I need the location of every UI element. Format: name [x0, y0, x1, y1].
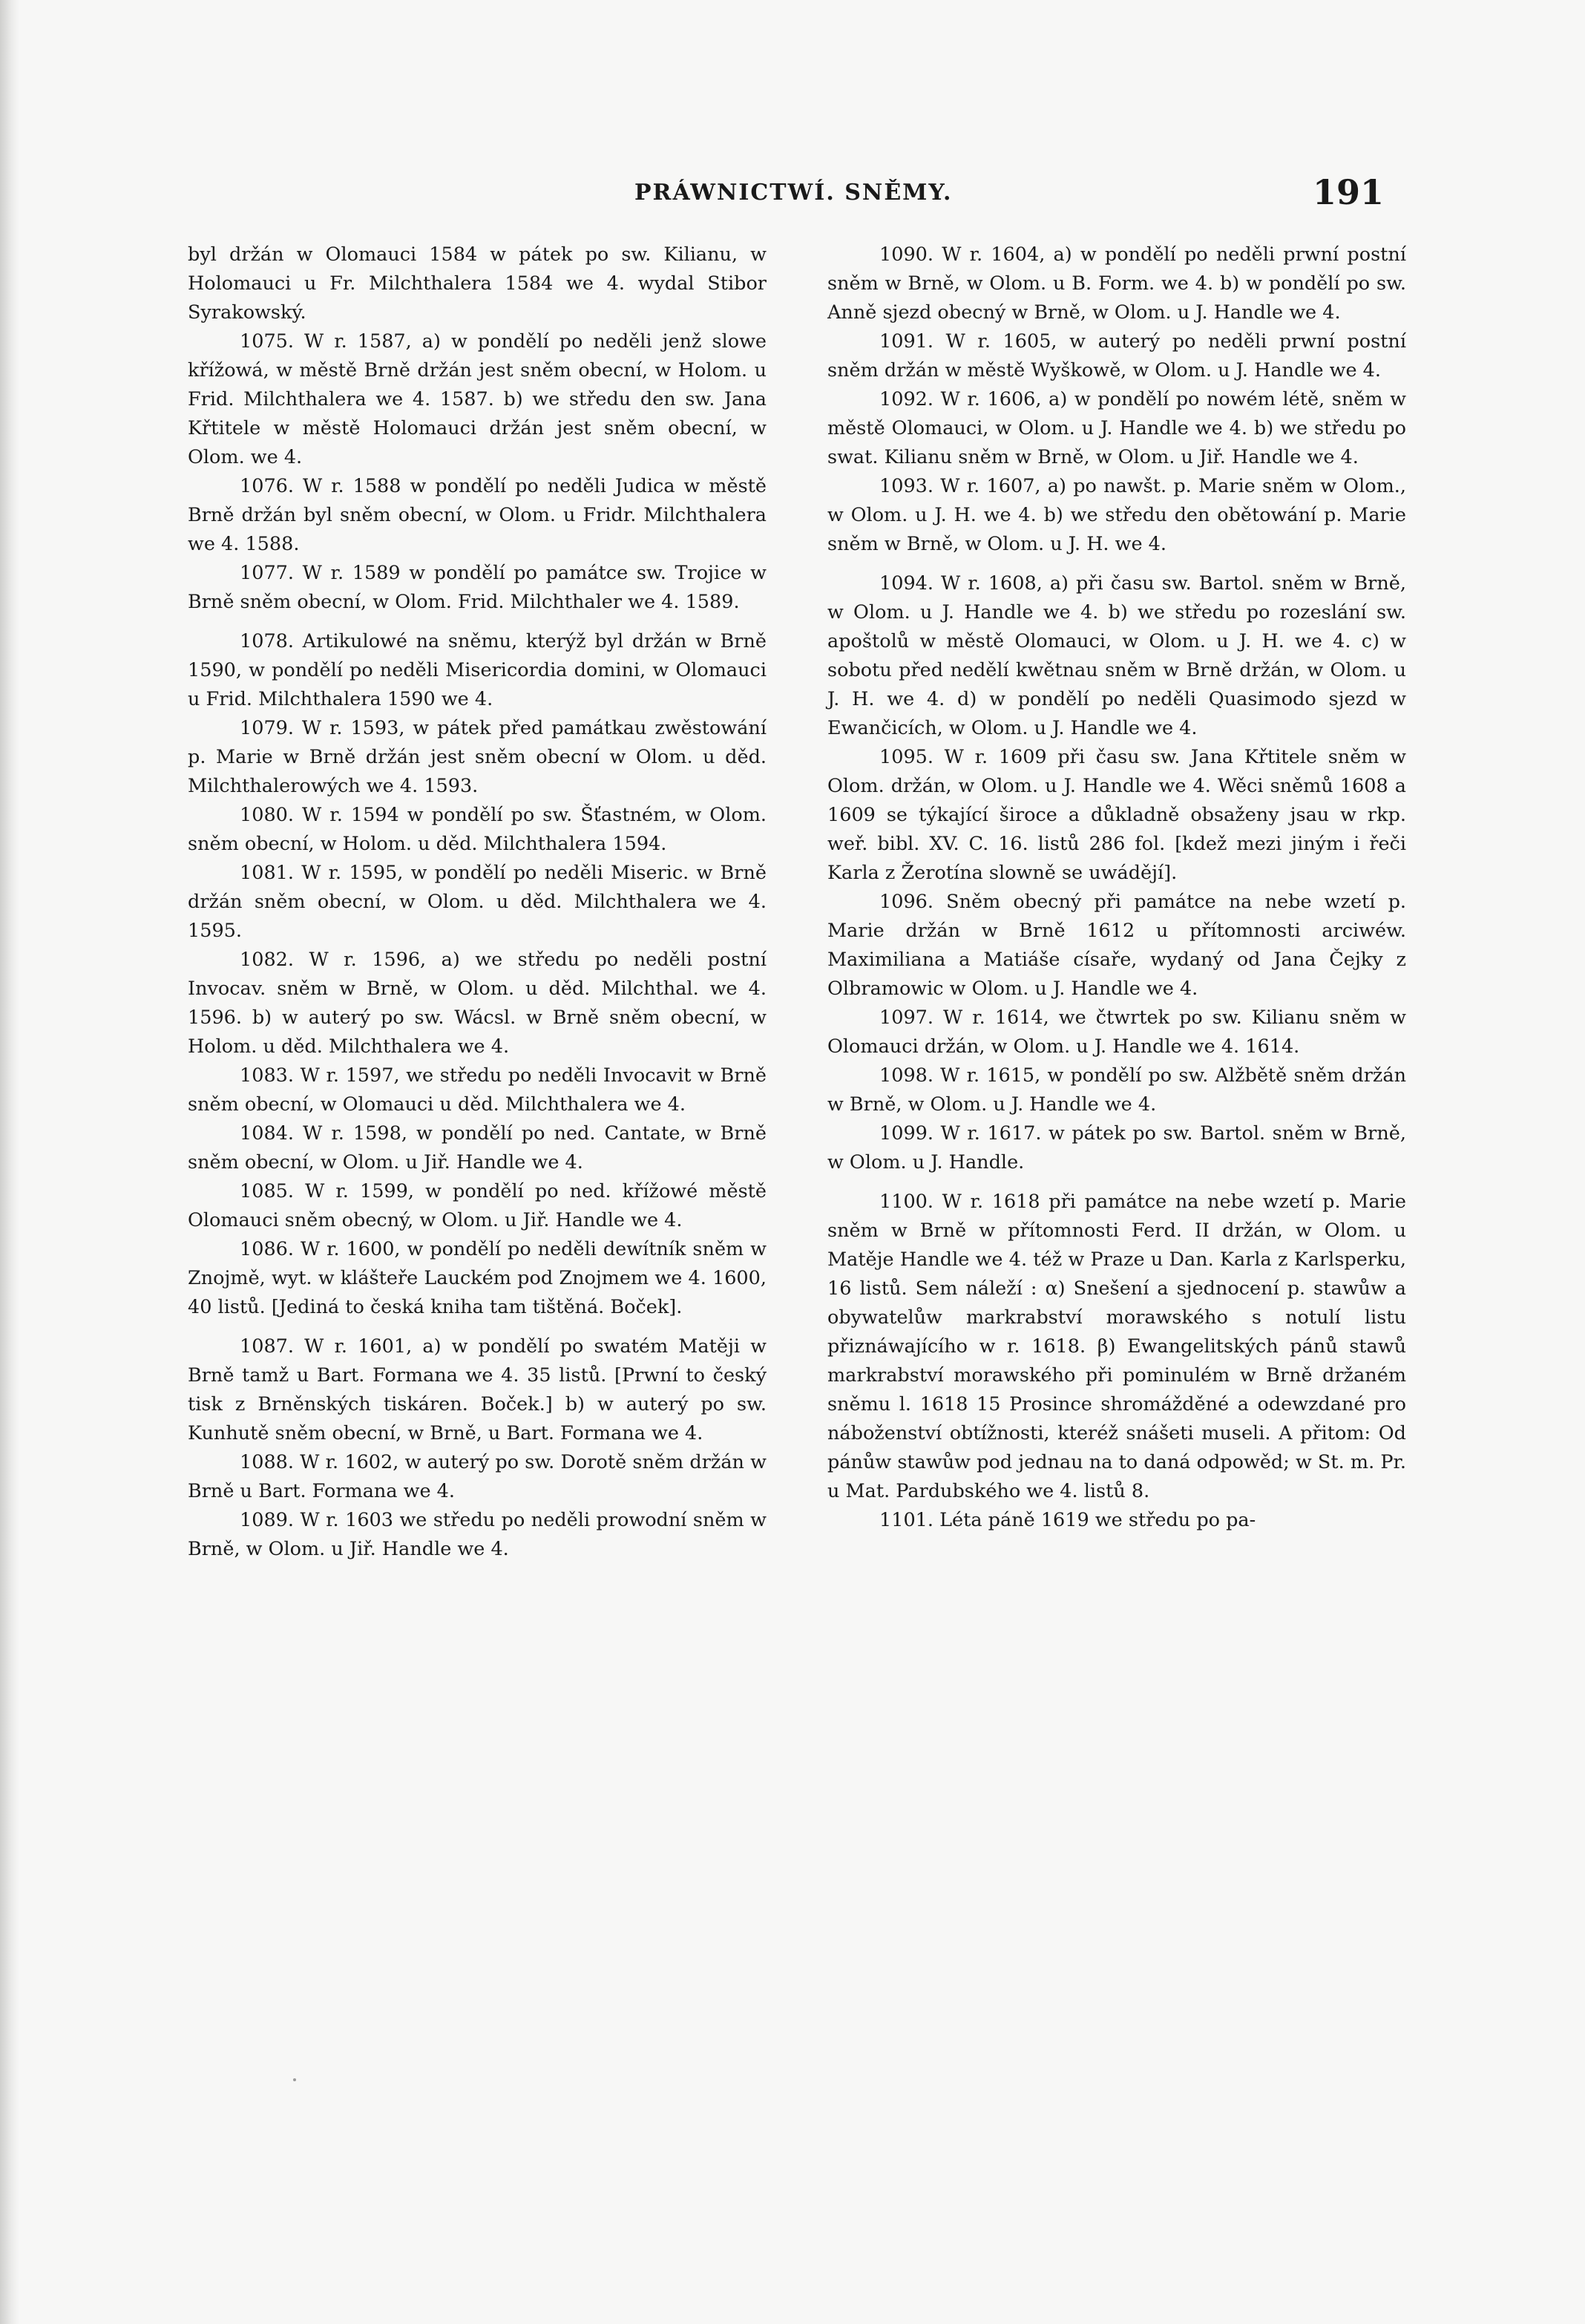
entry-1086: 1086. W r. 1600, w pondělí po neděli dewítník sněm w Znojmě, wyt. w klášteře Lauckém pod Znojmem we 4. 1600, 40 listů. [Jediná to česká kniha tam tištěná. Boček].	[188, 1238, 767, 1318]
page-number: 191	[1312, 172, 1384, 212]
entry-1076: 1076. W r. 1588 w pondělí po neděli Judica w městě Brně držán byl sněm obecní, w Olom. u Fridr. Milchthalera we 4. 1588.	[188, 475, 767, 555]
right-column	[827, 240, 1406, 1535]
entry-1080: 1080. W r. 1594 w pondělí po sw. Šťastném, w Olom. sněm obecní, w Holom. u děd. Milchthalera 1594.	[188, 804, 767, 855]
entry-1088: 1088. W r. 1602, w auterý po sw. Dorotě sněm držán w Brně u Bart. Formana we 4.	[188, 1451, 767, 1502]
entry-continuation: byl držán w Olomauci 1584 w pátek po sw. Kilianu, w Holomauci u Fr. Milchthalera 1584 we 4. wydal Stibor Syrakowský.	[188, 243, 767, 324]
entry-1083: 1083. W r. 1597, we středu po neděli Invocavit w Brně sněm obecní, w Olomauci u děd. Milchthalera we 4.	[188, 1064, 767, 1116]
entry-1087: 1087. W r. 1601, a) w pondělí po swatém Matěji w Brně tamž u Bart. Formana we 4. 35 listů. [Prwní to český tisk z Brněnských tiskáren. Boček.] b) w auterý po sw. Kunhutě sněm obecní, w Brně, u Bart. Formana we 4.	[188, 1335, 767, 1444]
page-header	[174, 172, 1384, 220]
entry-1082: 1082. W r. 1596, a) we středu po neděli postní Invocav. sněm w Brně, w Olom. u děd. Milchthal. we 4. 1596. b) w auterý po sw. Wácsl. w Brně sněm obecní, w Holom. u děd. Milchthalera we 4.	[188, 949, 767, 1058]
entry-1100: 1100. W r. 1618 při památce na nebe wzetí p. Marie sněm w Brně w přítomnosti Ferd. II držán, w Olom. u Matěje Handle we 4. též w Praze u Dan. Karla z Karlsperku, 16 listů. Sem náleží : α) Snešení a sjednocení p. stawůw a obywatelůw markrabství morawského s notulí listu přiznáwajícího w r. 1618. β) Ewangelitských pánů stawů markrabství morawského při pominulém w Brně držaném sněmu l. 1618 15 Prosince shromážděné a odewzdané pro náboženství obtížnosti, kteréž snášeti museli. A přitom: Od pánůw stawůw pod jednau na to daná odpowěd; w St. m. Pr. u Mat. Pardubského we 4. listů 8.	[827, 1191, 1406, 1502]
entry-1092: 1092. W r. 1606, a) w pondělí po nowém létě, sněm w městě Olomauci, w Olom. u J. Handle we 4. b) we středu po swat. Kilianu sněm w Brně, w Olom. u Jiř. Handle we 4.	[827, 388, 1406, 468]
entry-1075: 1075. W r. 1587, a) w pondělí po neděli jenž slowe křížowá, w městě Brně držán jest sněm obecní, w Holom. u Frid. Milchthalera we 4. 1587. b) we středu den sw. Jana Křtitele w městě Holomauci držán jest sněm obecní, w Olom. we 4.	[188, 330, 767, 468]
entry-1089: 1089. W r. 1603 we středu po neděli prowodní sněm w Brně, w Olom. u Jiř. Handle we 4.	[188, 1509, 767, 1560]
running-head: PRÁWNICTWÍ. SNĚMY.	[634, 180, 953, 206]
entry-1091: 1091. W r. 1605, w auterý po neděli prwní postní sněm držán w městě Wyškowě, w Olom. u J. Handle we 4.	[827, 330, 1406, 382]
entry-1093: 1093. W r. 1607, a) po nawšt. p. Marie sněm w Olom., w Olom. u J. H. we 4. b) we středu den obětowání p. Marie sněm w Brně, w Olom. u J. H. we 4.	[827, 475, 1406, 555]
entry-1085: 1085. W r. 1599, w pondělí po ned. křížowé městě Olomauci sněm obecný, w Olom. u Jiř. Handle we 4.	[188, 1180, 767, 1231]
entry-1090: 1090. W r. 1604, a) w pondělí po neděli prwní postní sněm w Brně, w Olom. u B. Form. we 4. b) w pondělí po sw. Anně sjezd obecný w Brně, w Olom. u J. Handle we 4.	[827, 243, 1406, 324]
entry-1098: 1098. W r. 1615, w pondělí po sw. Alžbětě sněm držán w Brně, w Olom. u J. Handle we 4.	[827, 1064, 1406, 1116]
entry-1101: 1101. Léta páně 1619 we středu po pa-	[879, 1509, 1256, 1531]
book-page	[174, 172, 1406, 2072]
entry-1096: 1096. Sněm obecný při památce na nebe wzetí p. Marie držán w Brně 1612 u přítomnosti arciwéw. Maximiliana a Matiáše císaře, wydaný od Jana Čejky z Olbramowic w Olom. u J. Handle we 4.	[827, 891, 1406, 1000]
entry-1094: 1094. W r. 1608, a) při času sw. Bartol. sněm w Brně, w Olom. u J. Handle we 4. b) we středu po rozeslání sw. apoštolů w městě Olomauci, w Olom. u J. H. we 4. c) w sobotu před nedělí kwětnau sněm w Brně držán, w Olom. u J. H. we 4. d) w pondělí po neděli Quasimodo sjezd w Ewančicích, w Olom. u J. Handle we 4.	[827, 572, 1406, 739]
entry-1078: 1078. Artikulowé na sněmu, kterýž byl držán w Brně 1590, w pondělí po neděli Misericordia domini, w Olomauci u Frid. Milchthalera 1590 we 4.	[188, 630, 767, 710]
entry-1079: 1079. W r. 1593, w pátek před památkau zwěstowání p. Marie w Brně držán jest sněm obecní w Olom. u děd. Milchthalerowých we 4. 1593.	[188, 717, 767, 797]
ink-speck	[293, 2078, 296, 2081]
entry-1081: 1081. W r. 1595, w pondělí po neděli Miseric. w Brně držán sněm obecní, w Olom. u děd. Milchthalera we 4. 1595.	[188, 862, 767, 942]
left-column	[188, 240, 767, 1564]
page-binding-shadow	[0, 0, 19, 2324]
entry-1077: 1077. W r. 1589 w pondělí po památce sw. Trojice w Brně sněm obecní, w Olom. Frid. Milchthaler we 4. 1589.	[188, 562, 767, 613]
entry-1097: 1097. W r. 1614, we čtwrtek po sw. Kilianu sněm w Olomauci držán, w Olom. u J. Handle we 4. 1614.	[827, 1006, 1406, 1058]
entry-1099: 1099. W r. 1617. w pátek po sw. Bartol. sněm w Brně, w Olom. u J. Handle.	[827, 1122, 1406, 1174]
entry-1095: 1095. W r. 1609 při času sw. Jana Křtitele sněm w Olom. držán, w Olom. u J. Handle we 4. Wěci sněmů 1608 a 1609 se týkající široce a důkladně obsaženy jsau w rkp. weř. bibl. XV. C. 16. listů 286 fol. [kdež mezi jiným i řeči Karla z Žerotína slowně se uwádějí].	[827, 746, 1406, 884]
entry-1084: 1084. W r. 1598, w pondělí po ned. Cantate, w Brně sněm obecní, w Olom. u Jiř. Handle we 4.	[188, 1122, 767, 1174]
